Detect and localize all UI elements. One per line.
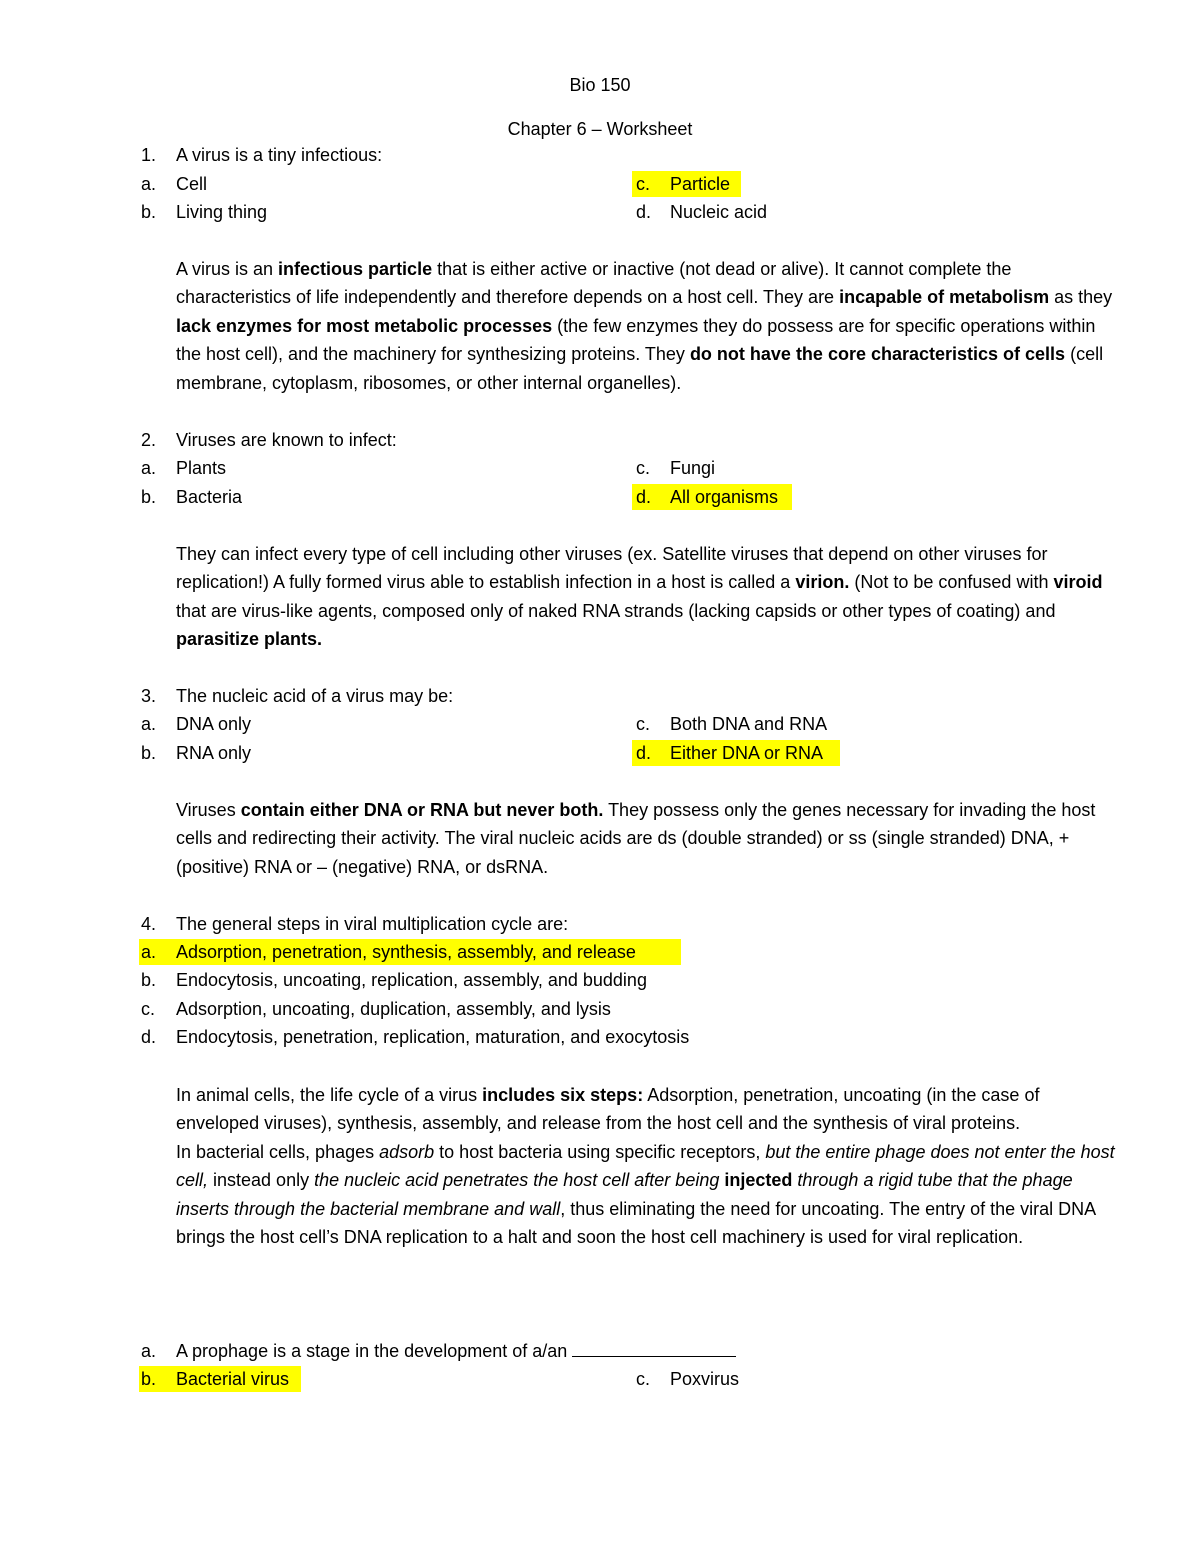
option-text: Living thing bbox=[176, 202, 268, 222]
option-letter: c. bbox=[636, 1369, 651, 1389]
option-text: Adsorption, penetration, synthesis, assembly, and release bbox=[176, 942, 636, 962]
question-number: 4. bbox=[141, 914, 157, 934]
option-letter: d. bbox=[636, 487, 652, 507]
option-text: Plants bbox=[176, 458, 227, 478]
option-text: Fungi bbox=[670, 458, 716, 478]
question-text: Viruses are known to infect: bbox=[176, 430, 397, 450]
option-text: Endocytosis, uncoating, replication, assembly, and budding bbox=[176, 970, 647, 990]
question-number: 3. bbox=[141, 686, 157, 706]
option-letter: a. bbox=[141, 942, 157, 962]
course-label: Bio 150 bbox=[569, 75, 631, 95]
question-text: A prophage is a stage in the development of a/an bbox=[176, 1338, 736, 1364]
option-letter: a. bbox=[141, 458, 157, 478]
question-text: The general steps in viral multiplication cycle are: bbox=[176, 914, 569, 934]
option-text: Either DNA or RNA bbox=[670, 743, 824, 763]
question-text: A virus is a tiny infectious: bbox=[176, 145, 383, 165]
option-letter: c. bbox=[141, 999, 156, 1019]
option-text: Bacteria bbox=[176, 487, 243, 507]
explanation-1: A virus is an infectious particle that is either active or inactive (not dead or alive). It cannot complete the characteristics of life independently and therefore depends on a host cell. They are incapable of metabolism as they lack enzymes for most metabolic processes (the few enzymes they do possess are for specific operations within the host cell), and the machinery for synthesizing proteins. They do not have the core characteristics of cells (cell membrane, cytoplasm, ribosomes, or other internal organelles). bbox=[176, 259, 1113, 393]
option-letter: b. bbox=[141, 202, 157, 222]
explanation-2: They can infect every type of cell including other viruses (ex. Satellite viruses that depend on other viruses for replication!) A fully formed virus able to establish infection in a host is called a virion. (Not to be confused with viroid that are virus-like agents, composed only of naked RNA strands (lacking capsids or other types of coating) and parasitize plants. bbox=[176, 544, 1103, 650]
option-letter: d. bbox=[141, 1027, 157, 1047]
option-text: Cell bbox=[176, 174, 208, 194]
explanation-3: Viruses contain either DNA or RNA but never both. They possess only the genes necessary for invading the host cells and redirecting their activity. The viral nucleic acids are ds (double stranded) or ss (single stranded) DNA, + (positive) RNA or – (negative) RNA, or dsRNA. bbox=[176, 800, 1096, 877]
option-letter: a. bbox=[141, 174, 157, 194]
option-letter: b. bbox=[141, 487, 157, 507]
option-letter: d. bbox=[636, 743, 652, 763]
page-title: Chapter 6 – Worksheet bbox=[507, 119, 693, 139]
option-text: Nucleic acid bbox=[670, 202, 768, 222]
option-text: All organisms bbox=[670, 487, 779, 507]
option-text: Endocytosis, penetration, replication, maturation, and exocytosis bbox=[176, 1027, 690, 1047]
answer-blank bbox=[572, 1338, 736, 1357]
option-letter: b. bbox=[141, 743, 157, 763]
question-number: 2. bbox=[141, 430, 157, 450]
option-letter: b. bbox=[141, 970, 157, 990]
option-text: DNA only bbox=[176, 714, 252, 734]
question-number: 1. bbox=[141, 145, 157, 165]
option-letter: a. bbox=[141, 714, 157, 734]
option-text: Bacterial virus bbox=[176, 1369, 290, 1389]
option-text: Poxvirus bbox=[670, 1369, 740, 1389]
option-letter: c. bbox=[636, 174, 651, 194]
option-letter: c. bbox=[636, 458, 651, 478]
option-text: RNA only bbox=[176, 743, 252, 763]
option-letter: b. bbox=[141, 1369, 157, 1389]
option-text: Adsorption, uncoating, duplication, assembly, and lysis bbox=[176, 999, 611, 1019]
option-text: Both DNA and RNA bbox=[670, 714, 828, 734]
option-letter: c. bbox=[636, 714, 651, 734]
option-text: Particle bbox=[670, 174, 731, 194]
explanation-4: In animal cells, the life cycle of a virus includes six steps: Adsorption, penetration, uncoating (in the case of enveloped viruses), synthesis, assembly, and release from the host cell and the synthesis of viral proteins. In bacterial cells, phages adsorb to host bacteria using specific receptors, but the entire phage does not enter the host cell, instead only the nucleic acid penetrates the host cell after being injected through a rigid tube that the phage inserts through the bacterial membrane and wall, thus eliminating the need for uncoating. The entry of the viral DNA brings the host cell’s DNA replication to a halt and soon the host cell machinery is used for viral replication. bbox=[176, 1085, 1115, 1248]
question-text: The nucleic acid of a virus may be: bbox=[176, 686, 454, 706]
option-letter: d. bbox=[636, 202, 652, 222]
question-number: a. bbox=[141, 1341, 157, 1361]
